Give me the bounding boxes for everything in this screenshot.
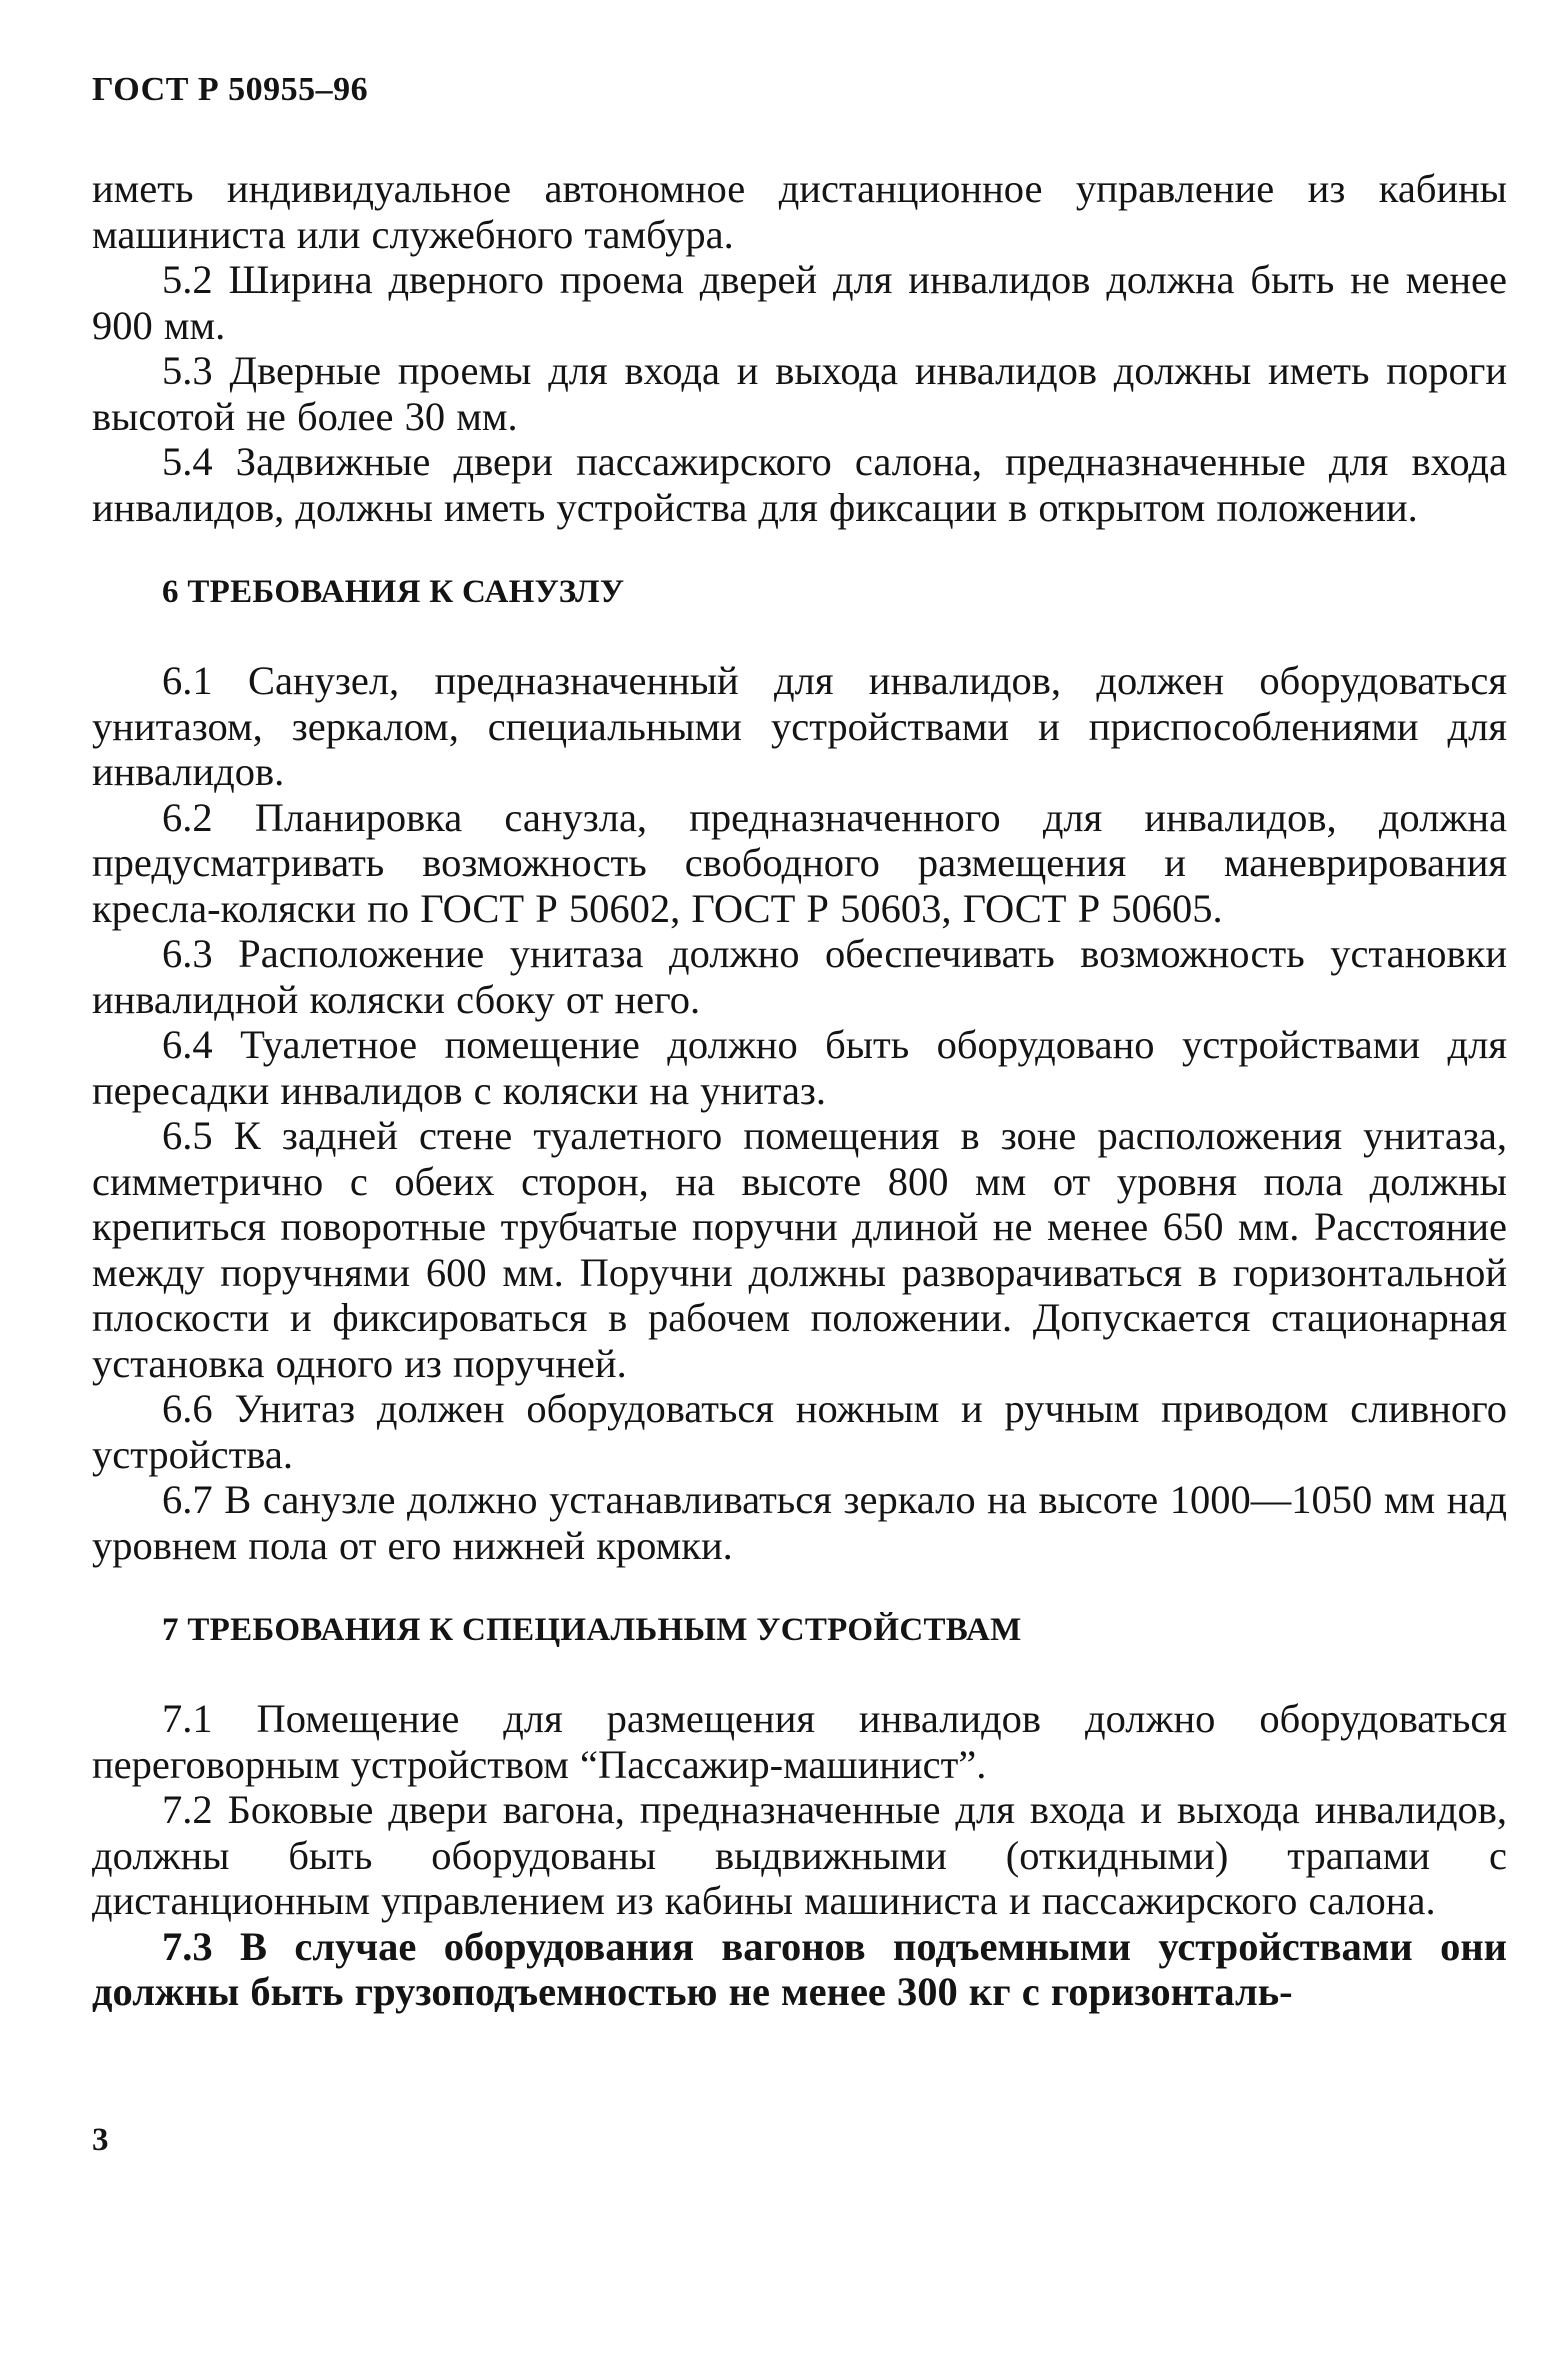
paragraph-5-2: 5.2 Ширина дверного проема дверей для инвалидов должна быть не менее 900 мм.	[92, 257, 1507, 348]
paragraph-6-3: 6.3 Расположение унитаза должно обеспечивать возможность установки инвалидной коляски сбоку от него.	[92, 931, 1507, 1022]
section-6-heading: 6 ТРЕБОВАНИЯ К САНУЗЛУ	[162, 574, 625, 610]
paragraph-5-4: 5.4 Задвижные двери пассажирского салона, предназначенные для входа инвалидов, должны иметь устройства для фиксации в открытом положении.	[92, 439, 1507, 530]
document-page	[92, 70, 1507, 2015]
page-number: 3	[92, 2122, 109, 2158]
paragraph-continuation: иметь индивидуальное автономное дистанционное управление из кабины машиниста или служебного тамбура.	[92, 166, 1507, 257]
paragraph-6-1: 6.1 Санузел, предназначенный для инвалидов, должен оборудоваться унитазом, зеркалом, специальными устройствами и приспособлениями для инвалидов.	[92, 658, 1507, 794]
document-code: ГОСТ Р 50955–96	[92, 71, 369, 108]
paragraph-5-3: 5.3 Дверные проемы для входа и выхода инвалидов должны иметь пороги высотой не более 30 мм.	[92, 348, 1507, 439]
paragraph-7-1: 7.1 Помещение для размещения инвалидов должно оборудоваться переговорным устройством “Пассажир-машинист”.	[92, 1696, 1507, 1787]
paragraph-6-7: 6.7 В санузле должно устанавливаться зеркало на высоте 1000—1050 мм над уровнем пола от его нижней кромки.	[92, 1477, 1507, 1568]
paragraph-6-6: 6.6 Унитаз должен оборудоваться ножным и ручным приводом сливного устройства.	[92, 1386, 1507, 1477]
paragraph-6-5: 6.5 К задней стене туалетного помещения в зоне расположения унитаза, симметрично с обеих сторон, на высоте 800 мм от уровня пола должны крепиться поворотные трубчатые поручни длиной не менее 650 мм. Расстояние между поручнями 600 мм. Поручни должны разворачиваться в горизонтальной плоскости и фиксироваться в рабочем положении. Допускается стационарная установка одного из поручней.	[92, 1113, 1507, 1386]
section-7-heading: 7 ТРЕБОВАНИЯ К СПЕЦИАЛЬНЫМ УСТРОЙСТВАМ	[162, 1612, 1022, 1648]
paragraph-6-2: 6.2 Планировка санузла, предназначенного для инвалидов, должна предусматривать возможность свободного размещения и маневрирования кресла-коляски по ГОСТ Р 50602, ГОСТ Р 50603, ГОСТ Р 50605.	[92, 794, 1507, 931]
paragraph-6-4: 6.4 Туалетное помещение должно быть оборудовано устройствами для пересадки инвалидов с коляски на унитаз.	[92, 1022, 1507, 1113]
paragraph-7-2: 7.2 Боковые двери вагона, предназначенные для входа и выхода инвалидов, должны быть оборудованы выдвижными (откидными) трапами с дистанционным управлением из кабины машиниста и пассажирского салона.	[92, 1787, 1507, 1923]
paragraph-7-3: 7.3 В случае оборудования вагонов подъемными устройствами они должны быть грузоподъемностью не менее 300 кг с горизонталь-	[92, 1923, 1507, 2014]
